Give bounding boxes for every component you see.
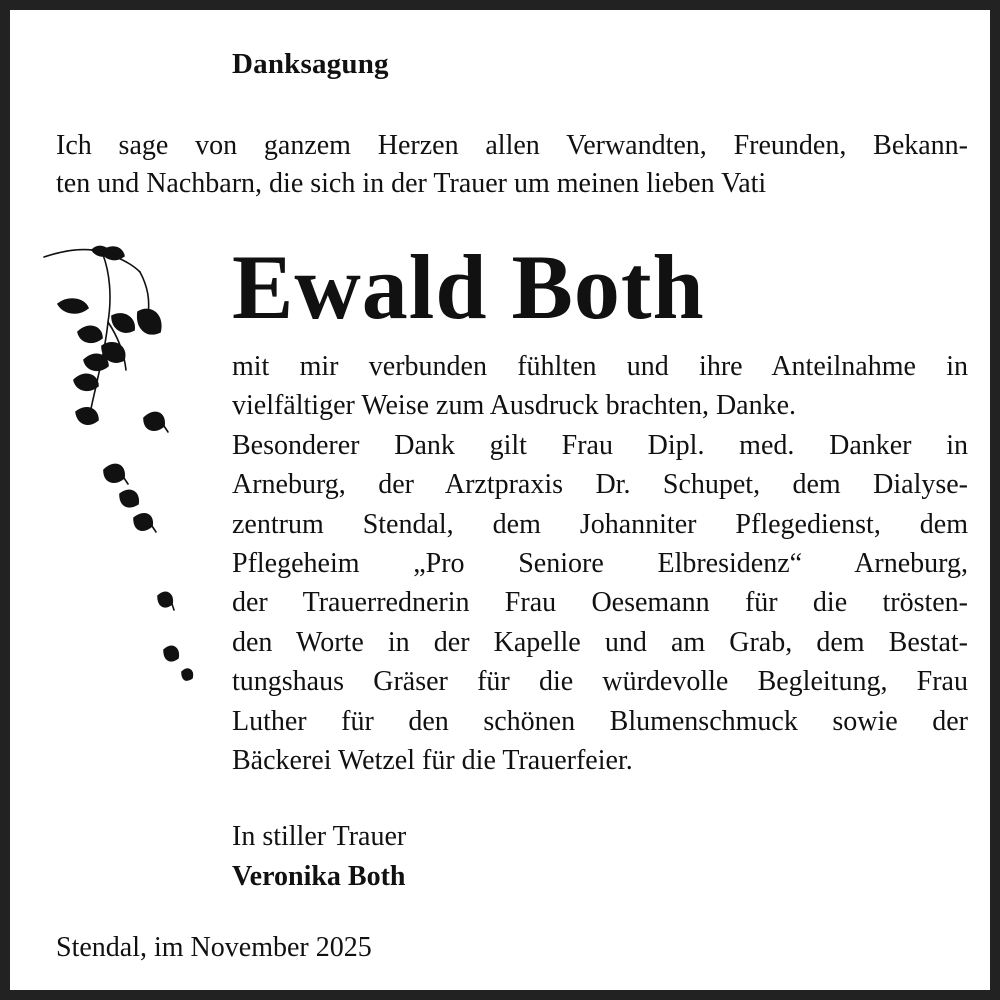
closing-block [232,817,406,897]
body-line: der Trauerrednerin Frau Oesemann für die trösten- [232,587,968,619]
deceased-name: Ewald Both [232,236,705,338]
body-line: vielfältiger Weise zum Ausdruck brachten, Danke. [232,390,797,422]
body-line: tungshaus Gräser für die würdevolle Begleitung, Frau [232,666,968,698]
body-line: Arneburg, der Arztpraxis Dr. Schupet, dem Dialyse- [232,469,968,501]
body-line: Luther für den schönen Blumenschmuck sowie der [232,705,968,737]
body-line: mit mir verbunden fühlten und ihre Anteilnahme in [232,351,968,382]
body-line: Besonderer Dank gilt Frau Dipl. med. Danker in [232,429,968,461]
body-line: Pflegeheim „Pro Seniore Elbresidenz“ Arneburg, [232,548,968,580]
intro-paragraph [56,127,968,203]
birch-branch-leaves-icon [40,242,210,702]
thanks-paragraph [232,347,968,780]
notice-heading: Danksagung [232,48,389,80]
intro-line: ten und Nachbarn, die sich in der Trauer um meinen lieben Vati [56,168,767,199]
signer-name: Veronika Both [232,861,406,892]
closing-phrase: In stiller Trauer [232,821,407,852]
body-line: zentrum Stendal, dem Johanniter Pflegedienst, dem [232,508,968,540]
intro-line: Ich sage von ganzem Herzen allen Verwandten, Freunden, Bekann- [56,130,968,161]
body-line: Bäckerei Wetzel für die Trauerfeier. [232,745,633,777]
place-date: Stendal, im November 2025 [56,932,372,963]
body-line: den Worte in der Kapelle und am Grab, dem Bestat- [232,626,968,658]
